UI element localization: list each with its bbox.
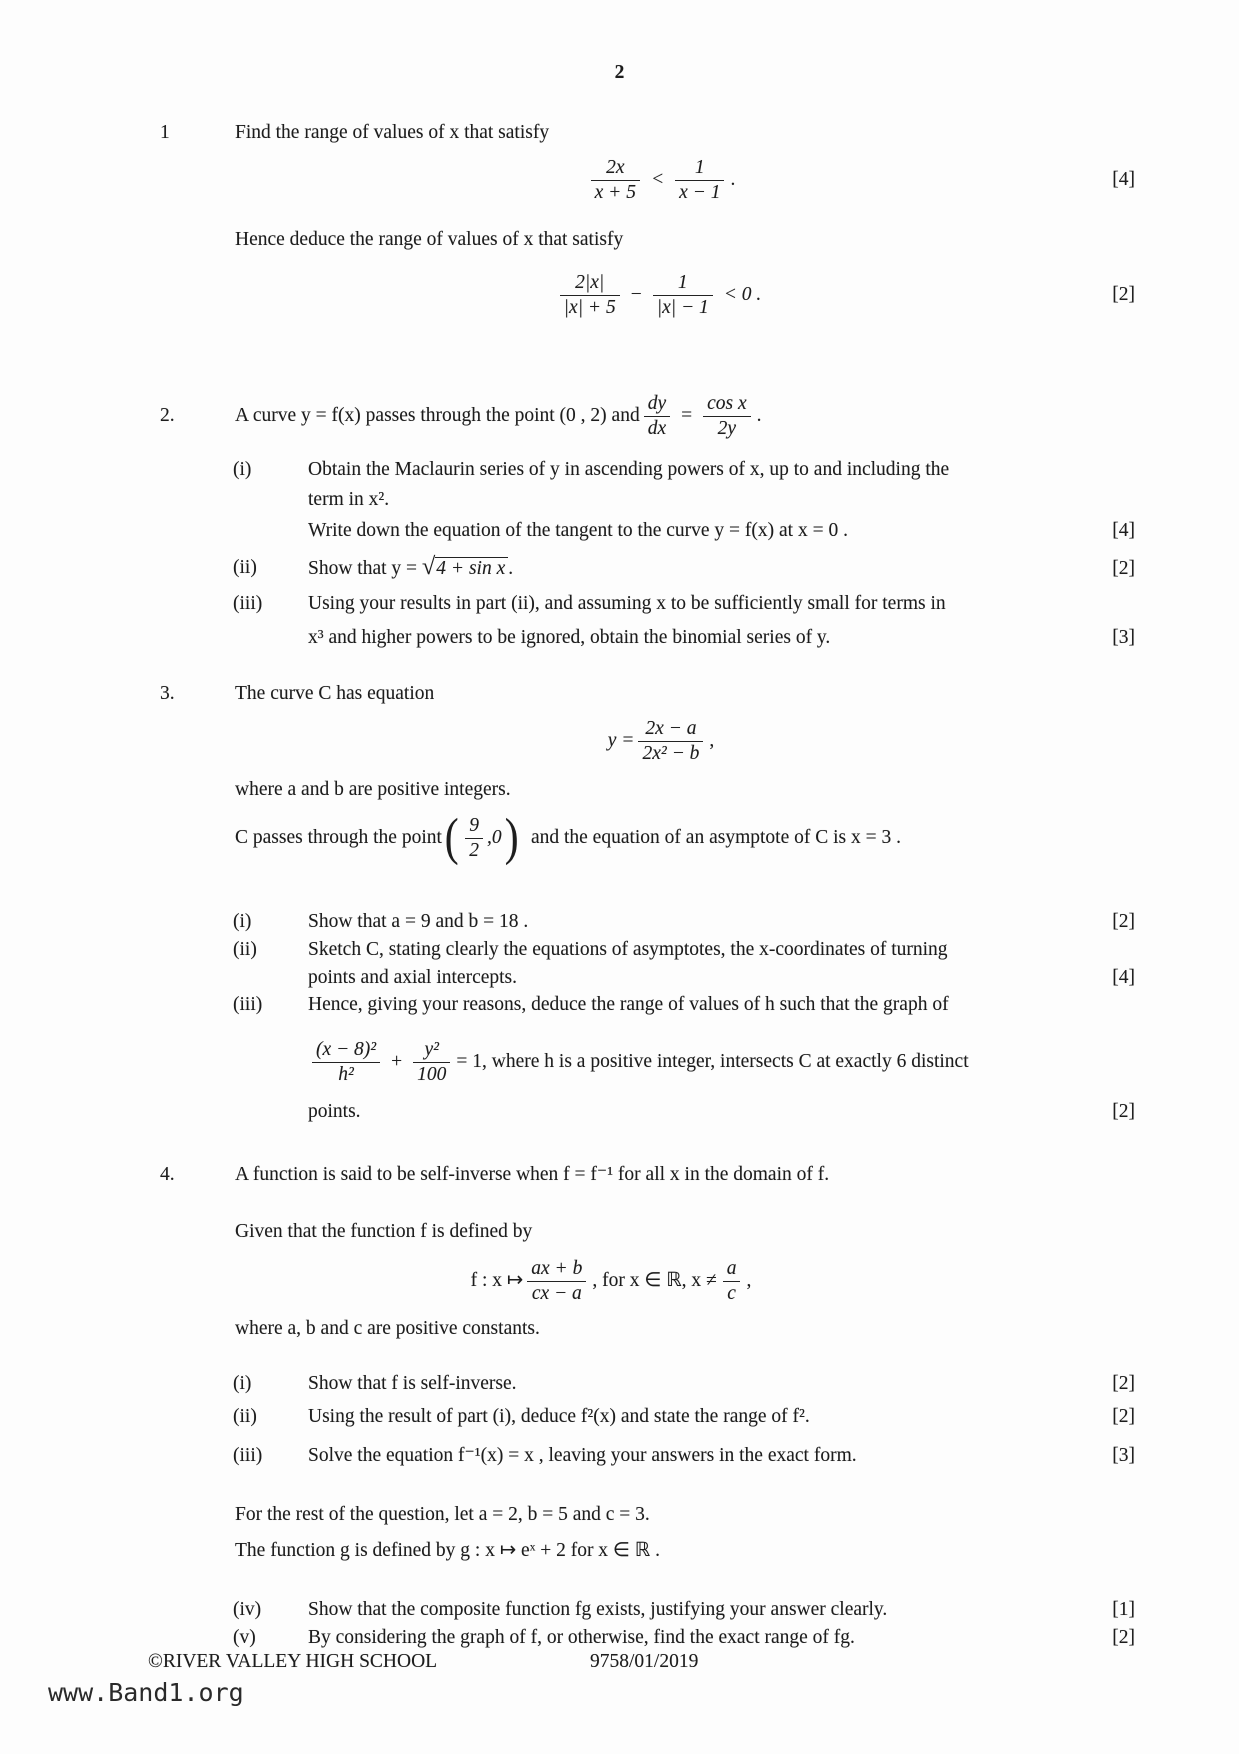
q4-number: 4.: [160, 1164, 175, 1185]
q4-part-iv-line: [0, 1597, 1239, 1623]
fraction: $\frac{1}{x - 1}$: [675, 157, 724, 204]
q3-where-text: where a and b are positive integers.: [235, 779, 511, 800]
equation-end: ,: [709, 730, 715, 751]
q4-display-equation: [0, 1249, 1239, 1313]
q3-point-post: and the equation of an asymptote of C is x = 3 .: [530, 827, 901, 848]
q4-intro-text: A function is said to be self-inverse when f = f⁻¹ for all x in the domain of f.: [235, 1164, 830, 1185]
q3-part-iii-line1: [0, 992, 1239, 1018]
q4-intro-line: [0, 1162, 1239, 1188]
q2-part-i-text1: Obtain the Maclaurin series of y in ascending powers of x, up to and including the: [308, 459, 950, 480]
q3-part-ii-line2: [0, 965, 1239, 991]
fraction: $\frac{\text{y²}}{100}$: [413, 1039, 450, 1086]
point-y-coordinate: ,0: [486, 827, 502, 848]
fraction: $\frac{2x}{x + 5}$: [591, 157, 640, 204]
q2-part-i-line1: [0, 457, 1239, 483]
q4-rest-line: [0, 1502, 1239, 1528]
q4-part-ii-marks: [2]: [1112, 1406, 1135, 1427]
q4-part-v-line: [0, 1625, 1239, 1651]
q2-part-iii-label: (iii): [233, 593, 263, 614]
q1-marks-1: [4]: [1112, 169, 1135, 190]
footer-school: ©RIVER VALLEY HIGH SCHOOL: [148, 1651, 438, 1672]
q4-part-i-label: (i): [233, 1373, 252, 1394]
q2-part-ii-line: [0, 555, 1239, 582]
q3-part-ii-text2: points and axial intercepts.: [308, 967, 518, 988]
q2-number: 2.: [160, 405, 175, 426]
q3-intro-line: [0, 681, 1239, 707]
page-number: 2: [614, 62, 625, 83]
q2-part-i-text2: term in x².: [308, 489, 390, 510]
fraction: $\frac{2|x|}{|x| + 5}$: [560, 272, 620, 319]
q2-part-ii-label: (ii): [233, 557, 257, 578]
q3-number: 3.: [160, 683, 175, 704]
q4-part-iii-marks: [3]: [1112, 1445, 1135, 1466]
equation-lhs: f : x ↦: [470, 1270, 524, 1291]
q2-intro-line: [0, 386, 1239, 446]
q1-display-equation-1: [0, 148, 1239, 212]
q4-where-line: [0, 1316, 1239, 1342]
q3-intro-text: The curve C has equation: [235, 683, 435, 704]
q1-intro-text: Find the range of values of x that satisfy: [235, 122, 550, 143]
fraction: $\frac{9}{2}$: [465, 815, 483, 862]
q4-part-v-label: (v): [233, 1627, 256, 1648]
q2-part-i-marks: [4]: [1112, 520, 1135, 541]
q4-part-iii-text: Solve the equation f⁻¹(x) = x , leaving your answers in the exact form.: [308, 1445, 857, 1466]
equals-symbol: =: [681, 405, 693, 426]
q3-part-iii-label: (iii): [233, 994, 263, 1015]
q3-point-line: C passes through the point ( $\frac{9}{2}$ ,0 ) and the equation of an asymptote of C is x = 3 .: [235, 809, 901, 866]
q3-part-iii-line3: [0, 1099, 1239, 1125]
q3-part-ii-label: (ii): [233, 939, 257, 960]
q4-part-ii-text: Using the result of part (i), deduce f²(x) and state the range of f².: [308, 1406, 810, 1427]
fraction: $\frac{\text{cos x}}{2y}$: [703, 393, 751, 440]
q3-display-equation: [0, 709, 1239, 773]
q4-part-iv-text: Show that the composite function fg exists, justifying your answer clearly.: [308, 1599, 888, 1620]
minus-operator: −: [630, 284, 642, 305]
q2-part-iii-marks: [3]: [1112, 627, 1135, 648]
q3-point-pre: C passes through the point: [235, 827, 442, 848]
q3-part-i-text: Show that a = 9 and b = 18 .: [308, 911, 529, 932]
fraction: $\frac{\text{(x − 8)²}}{\text{h²}}$: [312, 1039, 380, 1086]
q4-where-text: where a, b and c are positive constants.: [235, 1318, 540, 1339]
q3-part-ii-marks: [4]: [1112, 967, 1135, 988]
q4-given-line: [0, 1219, 1239, 1245]
q4-part-i-line: [0, 1371, 1239, 1397]
q2-part-i-line3: [0, 518, 1239, 544]
q1-display-equation-2: [0, 263, 1239, 327]
q3-part-i-line: [0, 909, 1239, 935]
q1-hence-text: Hence deduce the range of values of x that satisfy: [235, 229, 624, 250]
q3-part-ii-text1: Sketch C, stating clearly the equations of asymptotes, the x-coordinates of turning: [308, 939, 948, 960]
q2-part-i-label: (i): [233, 459, 252, 480]
q3-part-ii-line1: [0, 937, 1239, 963]
q4-gdef-line: [0, 1538, 1239, 1564]
footer-paper-code: 9758/01/2019: [590, 1651, 699, 1672]
relation-symbol: <: [650, 169, 665, 190]
relation-symbol: < 0 .: [723, 284, 762, 305]
fraction: $\frac{1}{|x| - 1}$: [653, 272, 713, 319]
q4-part-v-text: By considering the graph of f, or otherwise, find the exact range of fg.: [308, 1627, 855, 1648]
q2-part-iii-line2: [0, 625, 1239, 651]
q3-part-i-marks: [2]: [1112, 911, 1135, 932]
q4-part-iv-marks: [1]: [1112, 1599, 1135, 1620]
q1-marks-2: [2]: [1112, 284, 1135, 305]
equation-lhs: y =: [607, 730, 635, 751]
q4-given-text: Given that the function f is defined by: [235, 1221, 533, 1242]
q4-part-v-marks: [2]: [1112, 1627, 1135, 1648]
q4-gdef-text: The function g is defined by g : x ↦ eˣ + 2 for x ∈ ℝ .: [235, 1540, 660, 1561]
q3-part-iii-equation-rest: = 1, where h is a positive integer, intersects C at exactly 6 distinct: [456, 1051, 969, 1072]
square-root: √4 + sin x: [422, 558, 508, 579]
q3-part-i-label: (i): [233, 911, 252, 932]
q3-part-iii-equation: [0, 1030, 1239, 1094]
plus-operator: +: [391, 1051, 403, 1072]
watermark: www.Band1.org: [48, 1678, 244, 1707]
q4-part-iv-label: (iv): [233, 1599, 262, 1620]
q4-part-ii-line: [0, 1404, 1239, 1430]
q4-part-iii-label: (iii): [233, 1445, 263, 1466]
q3-part-iii-text1: Hence, giving your reasons, deduce the range of values of h such that the graph of: [308, 994, 949, 1015]
equation-end: .: [756, 405, 762, 426]
q3-part-iii-text3: points.: [308, 1101, 361, 1122]
equation-end: ,: [746, 1270, 752, 1291]
q2-intro-text: A curve y = f(x) passes through the point (0 , 2) and: [235, 405, 640, 426]
q2-part-iii-text1: Using your results in part (ii), and assuming x to be sufficiently small for terms in: [308, 593, 946, 614]
q1-intro-line: [0, 120, 1239, 146]
q4-part-ii-label: (ii): [233, 1406, 257, 1427]
q2-part-ii-text: Show that y = √4 + sin x .: [308, 553, 514, 580]
fraction: $\frac{dy}{dx}$: [644, 393, 670, 440]
q4-part-i-marks: [2]: [1112, 1373, 1135, 1394]
q1-hence-line: [0, 227, 1239, 253]
q3-where-line: [0, 777, 1239, 803]
q2-part-iii-line1: [0, 591, 1239, 617]
q4-part-iii-line: [0, 1443, 1239, 1469]
q2-part-i-text3: Write down the equation of the tangent to the curve y = f(x) at x = 0 .: [308, 520, 848, 541]
q2-part-iii-text2: x³ and higher powers to be ignored, obtain the binomial series of y.: [308, 627, 831, 648]
q2-part-i-line2: [0, 487, 1239, 513]
fraction: $\frac{a}{c}$: [723, 1258, 741, 1305]
equation-end: .: [730, 169, 736, 190]
q4-part-i-text: Show that f is self-inverse.: [308, 1373, 517, 1394]
q3-part-iii-marks: [2]: [1112, 1101, 1135, 1122]
fraction: $\frac{ax + b}{cx - a}$: [527, 1258, 586, 1305]
q1-number: 1: [160, 122, 170, 143]
fraction: $\frac{2x - a}{\text{2x² − b}}$: [638, 718, 703, 765]
q2-part-ii-marks: [2]: [1112, 557, 1135, 579]
q4-rest-text: For the rest of the question, let a = 2, b = 5 and c = 3.: [235, 1504, 650, 1525]
q4-equation-mid: , for x ∈ ℝ, x ≠: [592, 1270, 717, 1291]
